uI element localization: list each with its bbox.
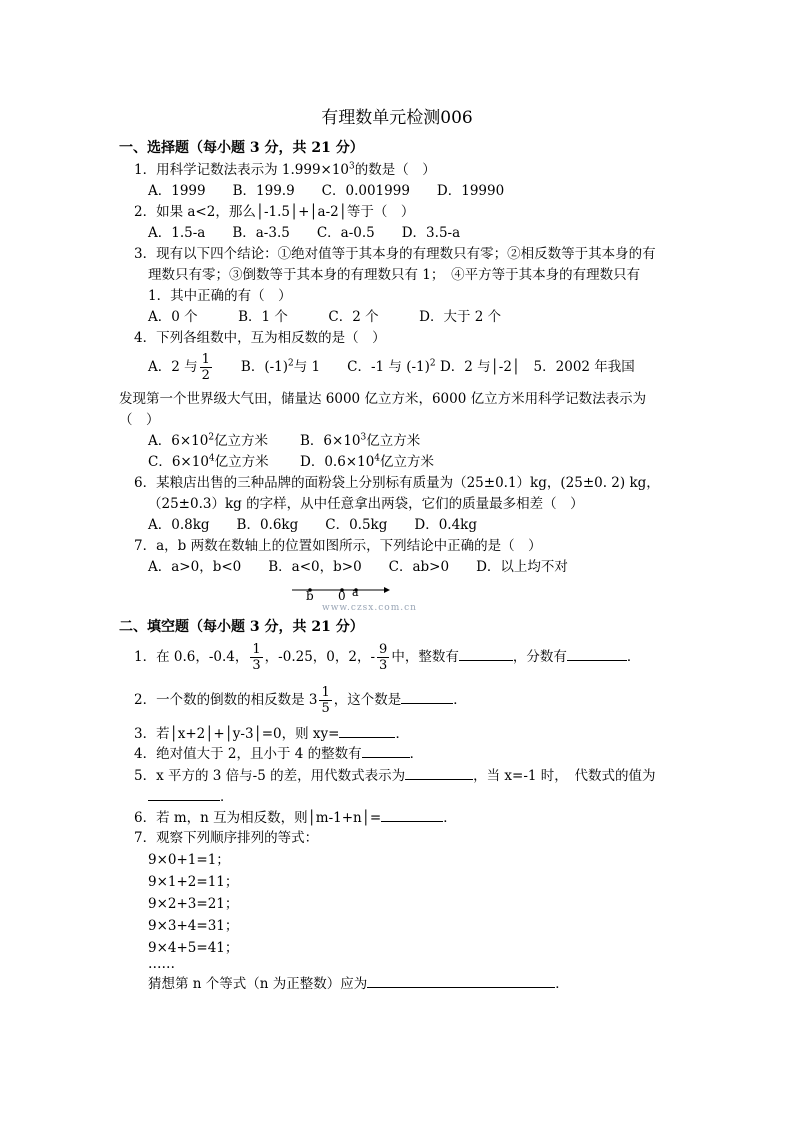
- equation-1: 9×0+1=1；: [148, 852, 230, 868]
- fill-question-5-cont: ．: [148, 786, 234, 807]
- equation-ellipsis: ……: [148, 956, 175, 972]
- fill-question-7-stem: 7．观察下列顺序排列的等式：: [134, 830, 319, 846]
- answer-blank[interactable]: [567, 646, 627, 661]
- question-1-stem: 1．用科学记数法表示为 $1.999\times 10^3$的数是（ ）: [134, 161, 436, 178]
- answer-blank[interactable]: [362, 743, 410, 758]
- fill-question-6: 6．若 m，n 互为相反数，则│m-1+n│= ．: [134, 807, 457, 828]
- answer-blank[interactable]: [459, 646, 513, 661]
- question-4-options: A．2 与 $\frac{1}{2}$ B．$(-1)^2$与 1 C．-1 与 $(-1)^2$ D．2 与│-2│ 5．2002 年我国: [148, 352, 635, 383]
- page-title: 有理数单元检测006: [321, 108, 473, 128]
- fraction: $\frac{9}{3}$: [379, 642, 388, 673]
- axis-label-a: a: [352, 586, 359, 599]
- fraction: $\frac{1}{2}$: [201, 352, 210, 383]
- section-heading-fill: 二、填空题（每小题 3 分，共 21 分）: [119, 619, 364, 635]
- fill-question-5: 5．x 平方的 3 倍与-5 的差，用代数式表示为 ，当 x=-1 时， 代数式的值为: [134, 765, 656, 786]
- fill-question-7-guess: 猜想第 n 个等式（n 为正整数）应为 ．: [148, 973, 569, 994]
- answer-blank[interactable]: [381, 807, 443, 822]
- question-3-line-3: 1．其中正确的有（ ）: [148, 288, 292, 304]
- fill-question-4: 4．绝对值大于 2，且小于 4 的整数有 ．: [134, 743, 423, 764]
- answer-blank[interactable]: [339, 723, 395, 738]
- question-3-line-1: 3．现有以下四个结论：①绝对值等于其本身的有理数只有零；②相反数等于其本身的有: [134, 246, 656, 262]
- question-2-stem: 2．如果 a<2，那么│-1.5│+│a-2│等于（ ）: [134, 204, 415, 220]
- question-5-option-d: D．$0.6\times 10^4$亿立方米: [300, 453, 435, 470]
- equation-3: 9×2+3=21；: [148, 896, 239, 912]
- question-5-option-c: C．$6\times 10^4$亿立方米: [148, 453, 269, 470]
- question-5-option-b: B．$6\times 10^3$亿立方米: [300, 432, 421, 449]
- section-heading-choice: 一、选择题（每小题 3 分，共 21 分）: [119, 140, 364, 156]
- axis-label-0: 0: [338, 589, 346, 603]
- equation-2: 9×1+2=11；: [148, 874, 239, 890]
- question-5-line-1: 发现第一个世界级大气田，储量达 6000 亿立方米，6000 亿立方米用科学记数法表示为: [119, 391, 647, 407]
- question-3-line-2: 理数只有零；③倒数等于其本身的有理数只有 1； ④平方等于其本身的有理数只有: [148, 267, 641, 283]
- question-2-options: A．1.5-a B．a-3.5 C．a-0.5 D．3.5-a: [148, 225, 461, 241]
- watermark: www.czsx.com.cn: [322, 603, 417, 613]
- answer-blank[interactable]: [405, 765, 473, 780]
- question-5-option-a: A．$6\times 10^2$亿立方米: [148, 432, 269, 449]
- fill-question-2: 2．一个数的倒数的相反数是 3 $\frac{1}{5}$ ，这个数是 ．: [134, 685, 467, 716]
- question-6-line-2: （25±0.3）kg 的字样，从中任意拿出两袋，它们的质量最多相差（ ）: [148, 496, 584, 512]
- question-7-options: A．a>0，b<0 B．a<0，b>0 C．ab>0 D．以上均不对: [148, 559, 568, 575]
- fraction: $\frac{1}{3}$: [252, 642, 261, 673]
- answer-blank[interactable]: [367, 973, 555, 988]
- question-6-options: A．0.8kg B．0.6kg C．0.5kg D．0.4kg: [148, 517, 477, 533]
- question-5-line-2: （ ）: [119, 412, 160, 428]
- question-4-stem: 4．下列各组数中，互为相反数的是（ ）: [134, 330, 386, 346]
- equation-4: 9×3+4=31；: [148, 918, 239, 934]
- axis-label-b: b: [306, 589, 314, 603]
- answer-blank[interactable]: [401, 689, 453, 704]
- axis-arrow-icon: [384, 587, 390, 593]
- question-3-options: A．0 个 B．1 个 C．2 个 D．大于 2 个: [148, 309, 502, 325]
- number-line-figure: [290, 582, 417, 616]
- question-7-stem: 7．a，b 两数在数轴上的位置如图所示，下列结论中正确的是（ ）: [134, 538, 542, 554]
- fill-question-1: 1．在 0.6，-0.4， $\frac{1}{3}$ ，-0.25，0，2，- $\frac{9}{3}$ 中，整数有 ，分数有 ．: [134, 642, 641, 673]
- question-6-line-1: 6．某粮店出售的三种品牌的面粉袋上分别标有质量为（25±0.1）kg，(25±0. 2) kg，: [134, 475, 660, 491]
- fraction: $\frac{1}{5}$: [321, 685, 330, 716]
- answer-blank[interactable]: [148, 786, 220, 801]
- fill-question-3: 3．若│x+2│+│y-3│=0，则 xy= ．: [134, 723, 409, 744]
- question-1-options: A．1999 B．199.9 C．0.001999 D．19990: [148, 183, 505, 199]
- equation-5: 9×4+5=41；: [148, 940, 239, 956]
